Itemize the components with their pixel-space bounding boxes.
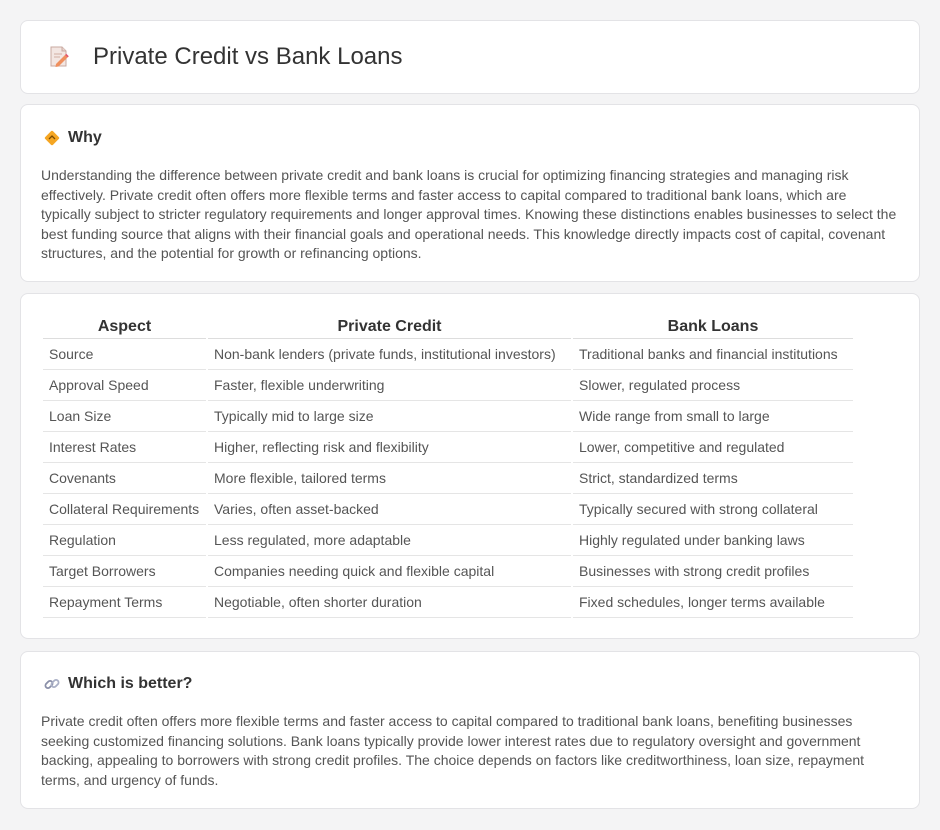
cell-aspect: Source [43,339,206,370]
which-is-better-body: Private credit often offers more flexible terms and faster access to capital compared to traditional bank loans, benefiting businesses seeking customized financing solutions. Bank loans typically provide lower interest rates due to regulatory oversight and government backing, appealing to borrowers with strong credit profiles. The choice depends on factors like creditworthiness, loan size, repayment terms, and urgency of funds. [41,713,865,788]
header-aspect: Aspect [43,315,206,339]
cell-bank-loans: Wide range from small to large [573,401,853,432]
cell-aspect: Covenants [43,463,206,494]
cell-aspect: Target Borrowers [43,556,206,587]
why-section [20,104,920,282]
cell-private-credit: Less regulated, more adaptable [208,525,571,556]
cell-aspect: Repayment Terms [43,587,206,618]
why-title: Why [68,129,102,146]
diamond-sign-icon [43,129,61,147]
table-row [43,401,853,432]
which-is-better-section [20,651,920,809]
cell-bank-loans: Traditional banks and financial institutions [573,339,853,370]
cell-private-credit: Typically mid to large size [208,401,571,432]
table-row [43,587,853,618]
cell-private-credit: Varies, often asset-backed [208,494,571,525]
cell-private-credit: Negotiable, often shorter duration [208,587,571,618]
cell-bank-loans: Businesses with strong credit profiles [573,556,853,587]
page-title: Private Credit vs Bank Loans [93,43,403,70]
cell-private-credit: Faster, flexible underwriting [208,370,571,401]
document-pencil-icon [47,45,71,69]
comparison-table [41,315,855,618]
table-row [43,432,853,463]
cell-bank-loans: Typically secured with strong collateral [573,494,853,525]
table-header-row [43,315,853,339]
cell-bank-loans: Fixed schedules, longer terms available [573,587,853,618]
cell-private-credit: More flexible, tailored terms [208,463,571,494]
link-icon [43,675,61,693]
cell-aspect: Collateral Requirements [43,494,206,525]
table-row [43,370,853,401]
cell-aspect: Approval Speed [43,370,206,401]
cell-aspect: Interest Rates [43,432,206,463]
table-row [43,494,853,525]
comparison-table-card [20,293,920,639]
cell-bank-loans: Lower, competitive and regulated [573,432,853,463]
cell-aspect: Loan Size [43,401,206,432]
header-card [20,20,920,94]
table-row [43,463,853,494]
header-bank-loans: Bank Loans [573,315,853,339]
cell-bank-loans: Slower, regulated process [573,370,853,401]
cell-private-credit: Companies needing quick and flexible capital [208,556,571,587]
cell-aspect: Regulation [43,525,206,556]
cell-bank-loans: Highly regulated under banking laws [573,525,853,556]
table-row [43,556,853,587]
which-is-better-title: Which is better? [68,675,193,692]
table-row [43,525,853,556]
cell-bank-loans: Strict, standardized terms [573,463,853,494]
cell-private-credit: Higher, reflecting risk and flexibility [208,432,571,463]
why-body: Understanding the difference between private credit and bank loans is crucial for optimizing financing strategies and managing risk effectively. Private credit often offers more flexible terms and faster access to capital compared to traditional bank loans, which are typically subject to stricter regulatory requirements and longer approval times. Knowing these distinctions enables businesses to select the best funding source that aligns with their financial goals and operational needs. This knowledge directly impacts cost of capital, covenant structures, and the potential for growth or refinancing options. [41,167,897,262]
cell-private-credit: Non-bank lenders (private funds, institutional investors) [208,339,571,370]
header-private-credit: Private Credit [208,315,571,339]
table-row [43,339,853,370]
